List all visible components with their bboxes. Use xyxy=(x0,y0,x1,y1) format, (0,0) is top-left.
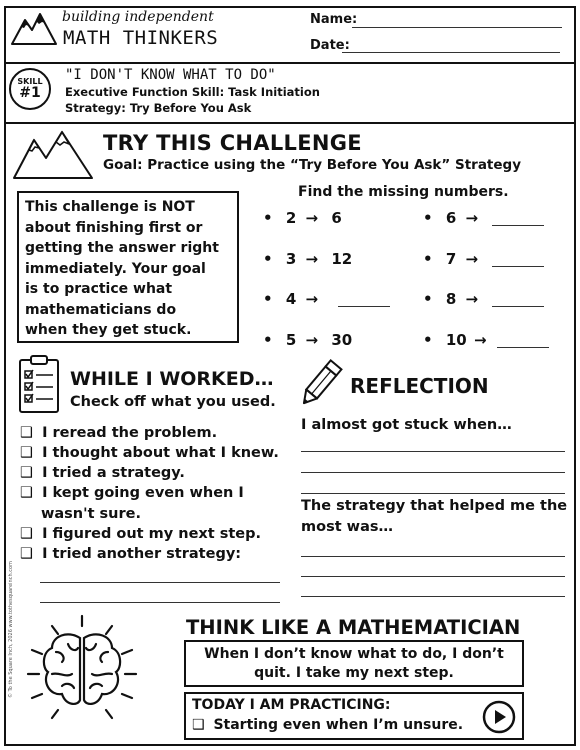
writing-line[interactable] xyxy=(301,596,565,597)
check-item[interactable] xyxy=(20,465,185,481)
play-button-icon[interactable] xyxy=(482,700,516,734)
brand-script-line: building independent xyxy=(62,9,214,25)
input-value: 3 xyxy=(285,250,297,268)
practicing-box xyxy=(184,692,524,740)
arrow-icon: → xyxy=(465,209,479,227)
clipboard-checklist-icon xyxy=(17,354,61,414)
arrow-icon: → xyxy=(305,250,319,268)
bullet: • xyxy=(263,209,273,227)
quote-line: quit. I take my next step. xyxy=(254,665,454,681)
worked-subtitle: Check off what you used. xyxy=(70,394,276,410)
input-value: 6 xyxy=(445,209,457,227)
arrow-icon: → xyxy=(305,209,319,227)
challenge-title: TRY THIS CHALLENGE xyxy=(103,131,362,155)
checkbox-icon[interactable]: ❑ xyxy=(20,445,33,461)
checkbox-icon[interactable]: ❑ xyxy=(192,717,205,733)
answer-blank[interactable] xyxy=(492,306,544,307)
arrow-icon: → xyxy=(465,290,479,308)
answer-blank[interactable] xyxy=(492,225,544,226)
note-line: mathematicians do xyxy=(25,301,177,318)
name-line[interactable] xyxy=(352,27,562,28)
reflection-title: REFLECTION xyxy=(350,374,489,398)
challenge-goal: Goal: Practice using the “Try Before You Ask” Strategy xyxy=(103,157,521,173)
note-line: when they get stuck. xyxy=(25,322,192,338)
input-value: 10 xyxy=(445,331,467,349)
table-row xyxy=(423,250,478,268)
arrow-icon: → xyxy=(465,250,479,268)
answer-blank[interactable] xyxy=(497,347,549,348)
worked-title: WHILE I WORKED… xyxy=(70,368,274,390)
check-item[interactable] xyxy=(20,546,241,562)
output-value: 6 xyxy=(331,209,342,227)
brand-title: MATH THINKERS xyxy=(63,27,219,49)
input-value: 5 xyxy=(285,331,297,349)
check-item-label: I tried another strategy: xyxy=(42,546,242,562)
name-label: Name: xyxy=(310,12,358,27)
note-line: immediately. Your goal xyxy=(25,260,206,277)
note-line: getting the answer right xyxy=(25,240,219,256)
quote-line: When I don’t know what to do, I don’t xyxy=(204,646,504,662)
writing-line[interactable] xyxy=(301,576,565,577)
writing-line[interactable] xyxy=(301,472,565,473)
check-item[interactable] xyxy=(20,445,279,461)
skill-quote: "I DON'T KNOW WHAT TO DO" xyxy=(65,67,276,83)
answer-blank[interactable] xyxy=(492,266,544,267)
practicing-item-label: Starting even when I’m unsure. xyxy=(213,717,464,733)
bullet: • xyxy=(263,290,273,308)
practicing-label: TODAY I AM PRACTICING: xyxy=(192,697,391,713)
reflection-prompt-1: I almost got stuck when… xyxy=(301,417,512,433)
bullet: • xyxy=(423,209,433,227)
bullet: • xyxy=(263,331,273,349)
table-row xyxy=(423,209,478,227)
date-line[interactable] xyxy=(342,52,560,53)
date-label: Date: xyxy=(310,38,350,53)
input-value: 8 xyxy=(445,290,457,308)
input-value: 4 xyxy=(285,290,297,308)
reflection-prompt-2-cont: most was… xyxy=(301,519,393,535)
mountain-icon xyxy=(12,128,94,180)
pencil-icon xyxy=(297,357,343,411)
table-row xyxy=(263,290,318,308)
divider xyxy=(4,122,576,124)
skill-badge-label: SKILL xyxy=(17,77,43,86)
table-row xyxy=(263,209,342,227)
check-item[interactable] xyxy=(20,425,217,441)
ef-skill: Executive Function Skill: Task Initiation xyxy=(65,85,320,99)
answer-blank[interactable] xyxy=(338,306,390,307)
check-item-label: I figured out my next step. xyxy=(42,526,262,542)
table-row xyxy=(423,331,487,349)
bullet: • xyxy=(423,290,433,308)
note-line: is to practice what xyxy=(25,281,173,297)
check-item[interactable] xyxy=(20,485,244,501)
writing-line[interactable] xyxy=(301,451,565,452)
quote-box xyxy=(184,640,524,687)
table-row xyxy=(263,250,352,268)
table-row xyxy=(423,290,478,308)
table-row xyxy=(263,331,352,349)
check-item-label: I tried a strategy. xyxy=(42,465,185,481)
checkbox-icon[interactable]: ❑ xyxy=(20,546,33,562)
checkbox-icon[interactable]: ❑ xyxy=(20,485,33,501)
check-item-continued: wasn't sure. xyxy=(41,506,141,522)
output-value: 30 xyxy=(331,331,353,349)
brain-icon xyxy=(22,612,142,728)
strategy-text: Strategy: Try Before You Ask xyxy=(65,101,252,115)
bullet: • xyxy=(263,250,273,268)
checkbox-icon[interactable]: ❑ xyxy=(20,425,33,441)
bullet: • xyxy=(423,331,433,349)
arrow-icon: → xyxy=(305,290,319,308)
task-text: Find the missing numbers. xyxy=(298,184,509,200)
note-line: This challenge is NOT xyxy=(25,199,195,215)
writing-line[interactable] xyxy=(301,556,565,557)
divider xyxy=(4,62,576,64)
skill-badge xyxy=(9,68,51,110)
writing-line[interactable] xyxy=(301,493,565,494)
challenge-note-box xyxy=(17,191,239,343)
copyright-credit: © To the Square Inch, 2026 www.tothesquareinch.com xyxy=(8,561,14,698)
check-item-label: I thought about what I knew. xyxy=(42,445,279,461)
check-item-label: I reread the problem. xyxy=(42,425,218,441)
checkbox-icon[interactable]: ❑ xyxy=(20,526,33,542)
writing-line[interactable] xyxy=(40,582,280,583)
arrow-icon: → xyxy=(305,331,319,349)
input-value: 2 xyxy=(285,209,297,227)
output-value: 12 xyxy=(331,250,353,268)
reflection-prompt-2: The strategy that helped me the xyxy=(301,498,568,514)
arrow-icon: → xyxy=(473,331,487,349)
writing-line[interactable] xyxy=(40,602,280,603)
practicing-item[interactable] xyxy=(192,717,463,733)
mountain-logo-icon xyxy=(10,10,58,46)
check-item-label: I kept going even when I xyxy=(42,485,244,501)
input-value: 7 xyxy=(445,250,457,268)
check-item[interactable] xyxy=(20,526,261,542)
checkbox-icon[interactable]: ❑ xyxy=(20,465,33,481)
think-title: THINK LIKE A MATHEMATICIAN xyxy=(186,616,521,639)
note-line: about finishing first or xyxy=(25,219,203,236)
bullet: • xyxy=(423,250,433,268)
skill-badge-number: #1 xyxy=(19,85,41,101)
